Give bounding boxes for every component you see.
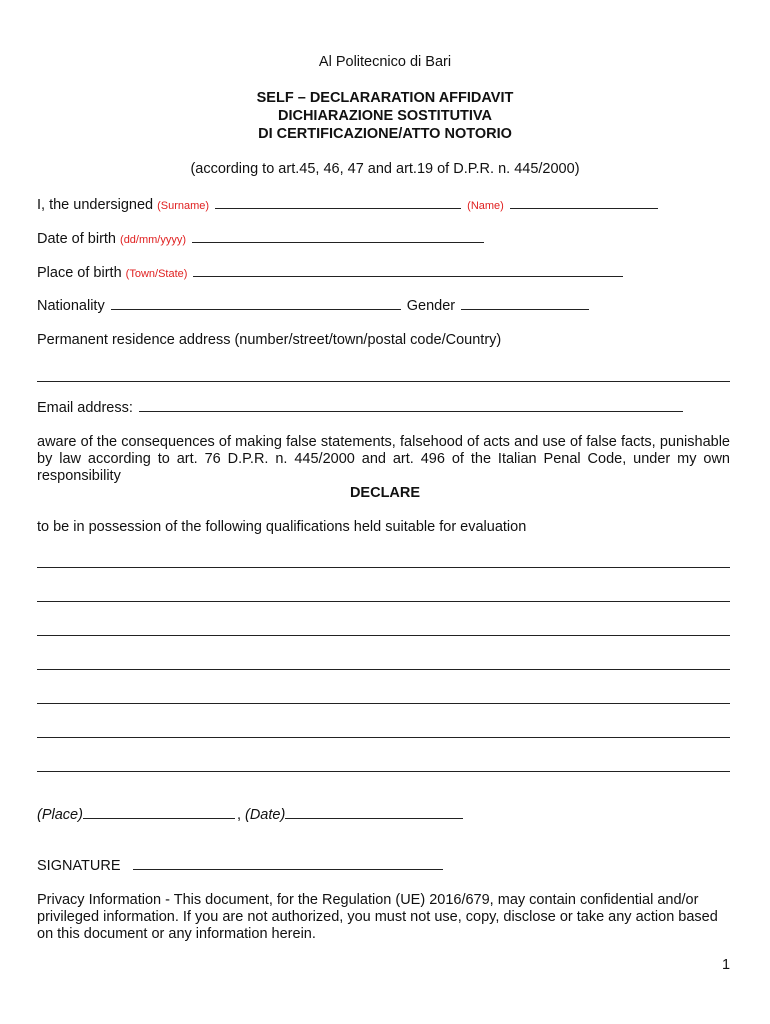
surname-hint: (Surname) (157, 200, 210, 212)
undersigned-row (37, 197, 660, 213)
comma: , (236, 807, 241, 823)
title-line-1: SELF – DECLARARATION AFFIDAVIT (256, 90, 514, 106)
email-label: Email address: (37, 400, 133, 416)
dob-hint: (dd/mm/yyyy) (120, 234, 187, 246)
qualification-line[interactable] (37, 601, 730, 602)
qualification-line[interactable] (37, 703, 730, 704)
pob-hint: (Town/State) (125, 268, 188, 280)
gender-field[interactable] (461, 308, 589, 310)
place-date-row (37, 807, 465, 823)
email-field[interactable] (139, 410, 683, 412)
place-field[interactable] (83, 817, 235, 819)
dob-field[interactable] (192, 241, 484, 243)
signature-label: SIGNATURE (37, 858, 121, 874)
email-row (37, 400, 685, 416)
legal-reference: (according to art.45, 46, 47 and art.19 of D.P.R. n. 445/2000) (190, 161, 580, 177)
date-label: (Date) (245, 807, 286, 823)
residence-label: Permanent residence address (number/street/town/postal code/Country) (37, 332, 502, 348)
pob-field[interactable] (193, 275, 623, 277)
qualifications-intro: to be in possession of the following qualifications held suitable for evaluation (37, 519, 527, 535)
name-hint: (Name) (467, 200, 504, 212)
undersigned-label: I, the undersigned (37, 197, 154, 213)
residence-field[interactable] (37, 381, 730, 382)
name-field[interactable] (510, 207, 658, 209)
declare-heading: DECLARE (349, 485, 421, 501)
page-number: 1 (722, 957, 731, 973)
nationality-gender-row (37, 298, 591, 314)
place-label: (Place) (37, 807, 83, 823)
pob-row (37, 265, 625, 281)
signature-field[interactable] (133, 868, 443, 870)
title-line-2: DICHIARAZIONE SOSTITUTIVA (277, 108, 492, 124)
date-field[interactable] (285, 817, 463, 819)
qualification-line[interactable] (37, 669, 730, 670)
title-line-3: DI CERTIFICAZIONE/ATTO NOTORIO (258, 126, 512, 142)
signature-row (37, 858, 445, 874)
nationality-label: Nationality (37, 298, 105, 314)
pob-label: Place of birth (37, 265, 122, 281)
awareness-paragraph: aware of the consequences of making false statements, falsehood of acts and use of false facts, punishable by law according to art. 76 D.P.R. n. 445/2000 and art. 496 of the Italian Penal Code, under my own responsibility (37, 434, 730, 484)
gender-label: Gender (406, 298, 456, 314)
qualification-line[interactable] (37, 567, 730, 568)
dob-row (37, 231, 486, 247)
recipient-heading: Al Politecnico di Bari (318, 54, 452, 70)
dob-label: Date of birth (37, 231, 116, 247)
qualification-line[interactable] (37, 737, 730, 738)
privacy-notice: Privacy Information - This document, for the Regulation (UE) 2016/679, may contain confidential and/or privileged information. If you are not authorized, you must not use, copy, disclose or take any action based on this document or any information herein. (37, 892, 718, 942)
qualification-line[interactable] (37, 771, 730, 772)
nationality-field[interactable] (111, 308, 401, 310)
qualification-line[interactable] (37, 635, 730, 636)
surname-field[interactable] (215, 207, 461, 209)
